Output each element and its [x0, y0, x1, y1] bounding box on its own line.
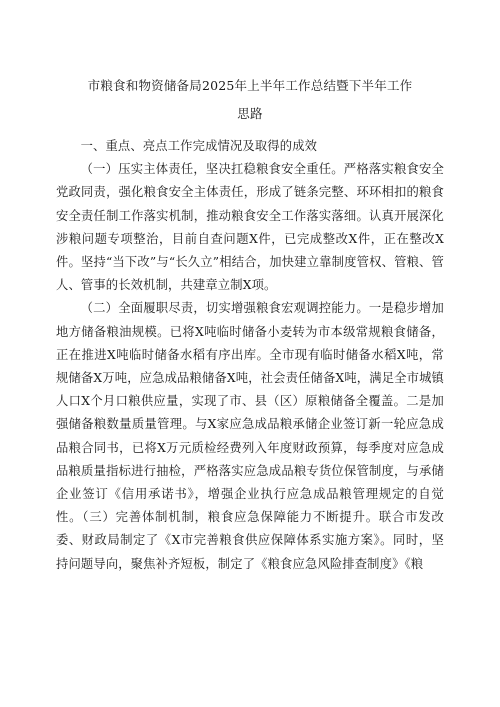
section-heading: 一、重点、亮点工作完成情况及取得的成效 [80, 139, 318, 153]
paragraph-responsibility: （一）压实主体责任，坚决扛稳粮食安全重任。严格落实粮食安全党政同责，强化粮食安全主体责任，形成了链条完整、环环相扣的粮食安全责任制工作落实机制，推动粮食安全工作落实落细。认真开展深化涉粮问题专项整治，目前自查问题X件，已完成整改X件，正在整改X件。坚持“当下改”与“长久立”相结合，加快建立靠制度管权、管粮、管人、管事的长效机制，共建章立制X项。 [56, 162, 444, 293]
document-title-line-1: 市粮食和物资储备局2025年上半年工作总结暨下半年工作 [87, 78, 413, 93]
document-title-line-2: 思路 [237, 106, 263, 121]
paragraph-regulation: （二）全面履职尽责，切实增强粮食宏观调控能力。一是稳步增加地方储备粮油规模。已将X吨临时储备小麦转为市本级常规粮食储备，正在推进X吨临时储备水稻有序出库。全市现有临时储备水稻X吨，常规储备X万吨，应急成品粮储备X吨，社会责任储备X吨，满足全市城镇人口X个月口粮供应量，实现了市、县（区）原粮储备全覆盖。二是加强储备粮数量质量管理。与X家应急成品粮承储企业签订新一轮应急成品粮合同书，已将X万元质检经费列入年度财政预算，每季度对应急成品粮质量指标进行抽检，严格落实应急成品粮专货位保管制度，与承储企业签订《信用承诺书》，增强企业执行应急成品粮管理规定的自觉性。（三）完善体制机制，粮食应急保障能力不断提升。联合市发改委、财政局制定了《X市完善粮食供应保障体系实施方案》。同时，坚持问题导向，聚焦补齐短板，制定了《粮食应急风险排查制度》《粮 [56, 301, 444, 571]
document-body [56, 135, 444, 576]
